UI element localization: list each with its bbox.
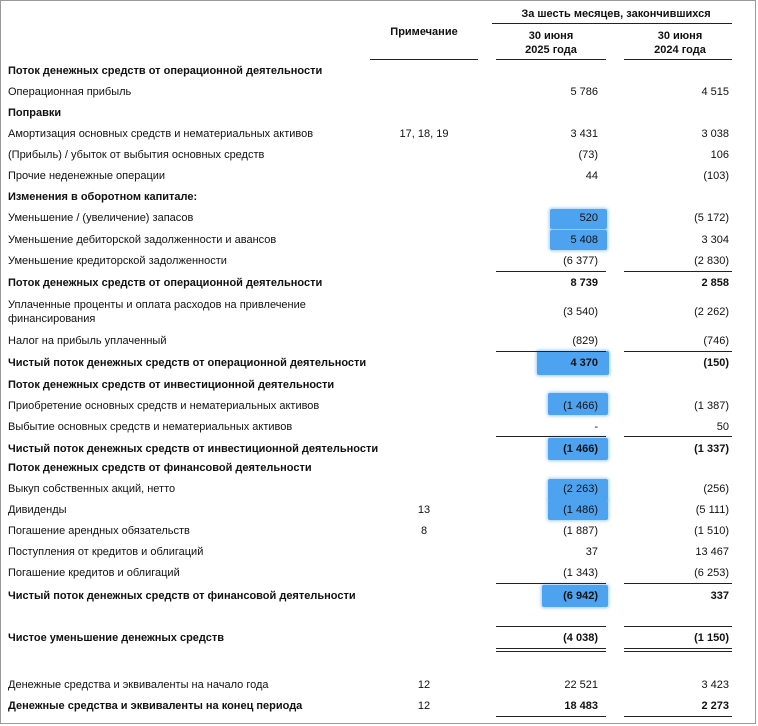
value-2024: 2 858 <box>701 277 729 289</box>
table-row <box>0 125 758 143</box>
value-2025: (1 343) <box>563 567 598 579</box>
total-rule-2024 <box>624 351 732 352</box>
financing-rule-2024 <box>624 583 732 584</box>
table-row <box>0 522 758 540</box>
row-note: 8 <box>420 525 428 537</box>
table-row <box>0 676 758 694</box>
row-label: Выкуп собственных акций, нетто <box>8 483 176 495</box>
row-label <box>8 298 306 326</box>
value-2025: 5 786 <box>570 86 598 98</box>
value-2024: 4 515 <box>701 86 729 98</box>
col-2025-header-line1: 30 июня <box>528 30 574 42</box>
net-change-double-rule-b-2025 <box>496 651 606 652</box>
row-label: Погашение кредитов и облигаций <box>8 567 180 579</box>
value-2025: (73) <box>578 149 598 161</box>
table-row <box>0 332 758 350</box>
value-2024: (256) <box>703 483 729 495</box>
col-2024-header-line2: 2024 года <box>654 44 706 56</box>
row-label: Уменьшение кредиторской задолженности <box>8 255 227 267</box>
value-2025: - <box>594 421 598 433</box>
row-note: 17, 18, 19 <box>399 128 449 140</box>
value-2024: (1 150) <box>694 632 729 644</box>
row-label-line2: финансирования <box>8 313 96 325</box>
net-change-top-rule-2025 <box>496 626 606 627</box>
value-2025: 37 <box>585 546 598 558</box>
row-label: Поток денежных средств от операционной деятельности <box>8 277 323 289</box>
table-row <box>0 564 758 582</box>
row-label: Чистый поток денежных средств от инвестиционной деятельности <box>8 443 379 455</box>
investing-rule-2025 <box>496 436 606 437</box>
net-change-double-rule-a-2024 <box>624 648 732 649</box>
value-2025: (1 466) <box>563 443 598 455</box>
value-2024: (746) <box>703 335 729 347</box>
net-change-double-rule-b-2024 <box>624 651 732 652</box>
value-2024: 337 <box>710 590 729 602</box>
table-row <box>0 501 758 519</box>
value-2024: 50 <box>716 421 729 433</box>
value-2024: (1 337) <box>694 443 729 455</box>
row-label: Чистый поток денежных средств от финансовой деятельности <box>8 590 356 602</box>
ending-cash-rule-2025 <box>496 716 606 717</box>
table-row <box>0 440 758 458</box>
value-2025: (2 263) <box>563 483 598 495</box>
value-2025: 8 739 <box>570 277 598 289</box>
table-row <box>0 104 758 122</box>
table-row <box>0 697 758 715</box>
period-title: За шесть месяцев, закончившихся <box>521 8 711 20</box>
value-2025: 18 483 <box>564 700 598 712</box>
row-label-line1: Уплаченные проценты и оплата расходов на привлечение <box>8 299 306 311</box>
col-2024-header-underline <box>624 59 732 60</box>
table-row <box>0 629 758 647</box>
table-row <box>0 480 758 498</box>
net-change-top-rule-2024 <box>624 626 732 627</box>
period-underline <box>492 23 732 24</box>
value-2024: 3 304 <box>701 234 729 246</box>
value-2025: 44 <box>585 170 598 182</box>
row-label: Операционная прибыль <box>8 86 132 98</box>
table-row <box>0 252 758 270</box>
row-label: Налог на прибыль уплаченный <box>8 335 167 347</box>
row-label: Поток денежных средств от операционной деятельности <box>8 65 323 77</box>
table-row <box>0 146 758 164</box>
value-2024: (1 387) <box>694 400 729 412</box>
value-2024: 3 423 <box>701 679 729 691</box>
table-row <box>0 188 758 206</box>
row-label: Уменьшение / (увеличение) запасов <box>8 212 194 224</box>
table-row <box>0 459 758 477</box>
row-label: Амортизация основных средств и нематериальных активов <box>8 128 314 140</box>
value-2025: 4 370 <box>570 357 598 369</box>
table-row <box>0 354 758 372</box>
value-2025: (1 887) <box>563 525 598 537</box>
value-2025: (6 942) <box>563 590 598 602</box>
col-2024-header-line1: 30 июня <box>657 30 703 42</box>
row-label: Поступления от кредитов и облигаций <box>8 546 204 558</box>
value-2024: (1 510) <box>694 525 729 537</box>
row-label: Изменения в оборотном капитале: <box>8 191 198 203</box>
investing-rule-2024 <box>624 436 732 437</box>
col-2025-header-line2: 2025 года <box>525 44 577 56</box>
note-header-underline <box>370 59 478 60</box>
value-2024: (150) <box>703 357 729 369</box>
value-2025: 520 <box>579 212 598 224</box>
row-label: Поток денежных средств от инвестиционной деятельности <box>8 379 335 391</box>
table-row <box>0 397 758 415</box>
col-2025-header-underline <box>496 59 606 60</box>
net-change-double-rule-a-2025 <box>496 648 606 649</box>
table-row <box>0 376 758 394</box>
financing-rule-2025 <box>496 583 606 584</box>
value-2025: 5 408 <box>570 234 598 246</box>
value-2024: (2 830) <box>694 255 729 267</box>
value-2024: (5 111) <box>695 504 729 516</box>
total-rule-2025 <box>496 351 606 352</box>
table-row <box>0 418 758 436</box>
subtotal-rule-2025 <box>496 271 606 272</box>
value-2025: (3 540) <box>563 306 598 318</box>
row-label: Чистый поток денежных средств от операционной деятельности <box>8 357 367 369</box>
row-label: Выбытие основных средств и нематериальных активов <box>8 421 293 433</box>
row-note: 12 <box>417 679 431 691</box>
value-2024: 13 467 <box>695 546 729 558</box>
row-label: Дивиденды <box>8 504 67 516</box>
value-2025: (829) <box>572 335 598 347</box>
table-row <box>0 167 758 185</box>
value-2024: (2 262) <box>694 306 729 318</box>
row-label: Уменьшение дебиторской задолженности и авансов <box>8 234 277 246</box>
row-label: Денежные средства и эквиваленты на начало года <box>8 679 269 691</box>
row-label: Поток денежных средств от финансовой деятельности <box>8 462 312 474</box>
value-2024: 106 <box>710 149 729 161</box>
note-column-header: Примечание <box>390 26 458 38</box>
table-row <box>0 543 758 561</box>
row-label: Прочие неденежные операции <box>8 170 166 182</box>
value-2025: 3 431 <box>570 128 598 140</box>
value-2025: 22 521 <box>564 679 598 691</box>
value-2025: (6 377) <box>563 255 598 267</box>
row-note: 13 <box>417 504 431 516</box>
row-label: Чистое уменьшение денежных средств <box>8 632 225 644</box>
table-row <box>0 62 758 80</box>
value-2024: 3 038 <box>701 128 729 140</box>
table-row <box>0 231 758 249</box>
value-2025: (1 466) <box>563 400 598 412</box>
table-row <box>0 83 758 101</box>
subtotal-rule-2024 <box>624 271 732 272</box>
row-label: Поправки <box>8 107 62 119</box>
table-row <box>0 274 758 292</box>
row-label: Погашение арендных обязательств <box>8 525 190 537</box>
row-label: Приобретение основных средств и нематериальных активов <box>8 400 320 412</box>
table-row <box>0 587 758 605</box>
value-2025: (1 486) <box>563 504 598 516</box>
value-2025: (4 038) <box>563 632 598 644</box>
value-2024: (103) <box>703 170 729 182</box>
table-row <box>0 209 758 227</box>
table-row <box>0 297 758 329</box>
value-2024: (6 253) <box>694 567 729 579</box>
value-2024: (5 172) <box>694 212 729 224</box>
row-label: (Прибыль) / убыток от выбытия основных средств <box>8 149 265 161</box>
value-2024: 2 273 <box>701 700 729 712</box>
ending-cash-rule-2024 <box>624 716 732 717</box>
row-note: 12 <box>417 700 431 712</box>
row-label: Денежные средства и эквиваленты на конец периода <box>8 700 303 712</box>
